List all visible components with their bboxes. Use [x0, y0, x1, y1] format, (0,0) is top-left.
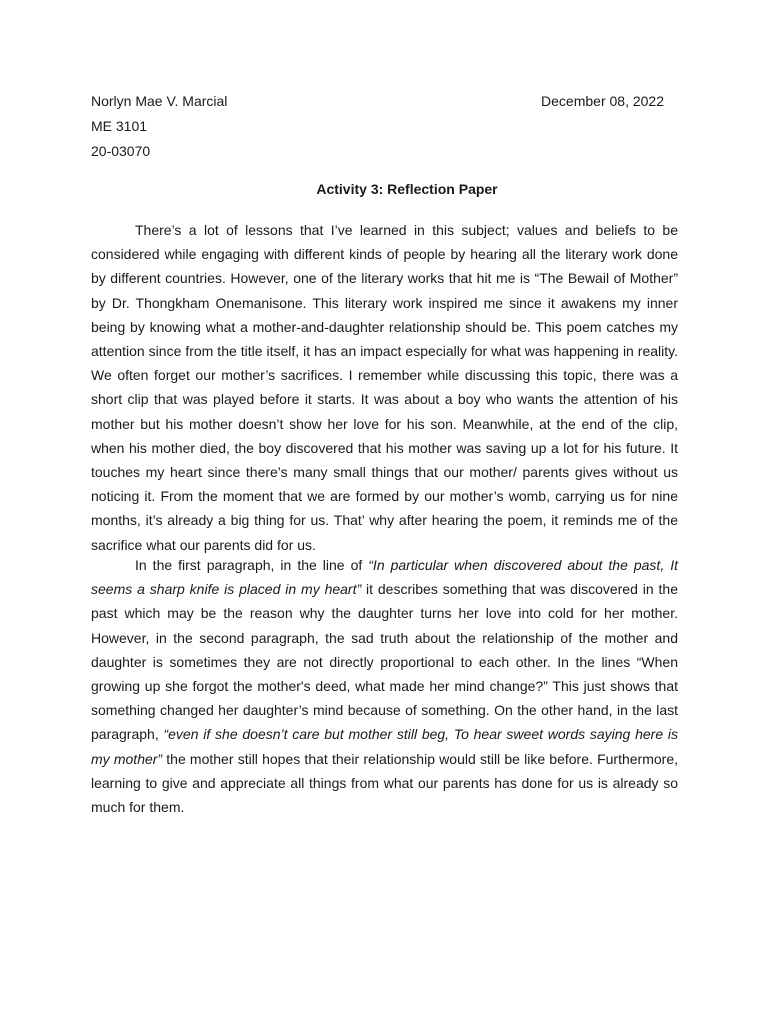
paragraph-2-text-3: the mother still hopes that their relationship would still be like before. Furthermore, learning to give and appreciate all things from what our parents has done for us is already so much for them.	[91, 750, 678, 816]
body-paragraph-1: There’s a lot of lessons that I’ve learned in this subject; values and beliefs to be considered while engaging with different kinds of people by hearing all the literary work done by different countries. However, one of the literary works that hit me is “The Bewail of Mother” by Dr. Thongkham Onemanisone. This literary work inspired me since it awakens my inner being by knowing what a mother-and-daughter relationship should be. This poem catches my attention since from the title itself, it has an impact especially for what was happening in reality. We often forget our mother’s sacrifices. I remember while discussing this topic, there was a short clip that was played before it starts. It was about a boy who wants the attention of his mother but his mother doesn’t show her love for his son. Meanwhile, at the end of the clip, when his mother died, the boy discovered that his mother was saving up a lot for his future. It touches my heart since there’s many small things that our mother/ parents gives without us noticing it. From the moment that we are formed by our mother’s womb, carrying us for nine months, it’s already a big thing for us. That’ why after hearing the poem, it reminds me of the sacrifice what our parents did for us.	[91, 222, 678, 553]
poem-quote-1: “In particular when discovered about the past, It seems a sharp knife is placed in my heart”	[91, 557, 678, 598]
course-code: ME 3101	[91, 118, 148, 134]
document-date: December 08, 2022	[541, 93, 664, 109]
author-name: Norlyn Mae V. Marcial	[91, 93, 228, 109]
student-id: 20-03070	[91, 143, 151, 159]
paragraph-2-text-1: In the first paragraph, in the line of	[135, 557, 369, 573]
document-title: Activity 3: Reflection Paper	[316, 181, 498, 197]
poem-quote-2: “even if she doesn’t care but mother still beg, To hear sweet words saying here is my mother”	[91, 726, 678, 767]
body-paragraph-2	[91, 553, 678, 819]
paragraph-2-text-2: it describes something that was discovered in the past which may be the reason why the daughter turns her love into cold for her mother. However, in the second paragraph, the sad truth about the relationship of the mother and daughter is sometimes they are not directly proportional to each other. In the lines “When growing up she forgot the mother's deed, what made her mind change?” This just shows that something changed her daughter’s mind because of something. On the other hand, in the last paragraph,	[91, 581, 678, 743]
